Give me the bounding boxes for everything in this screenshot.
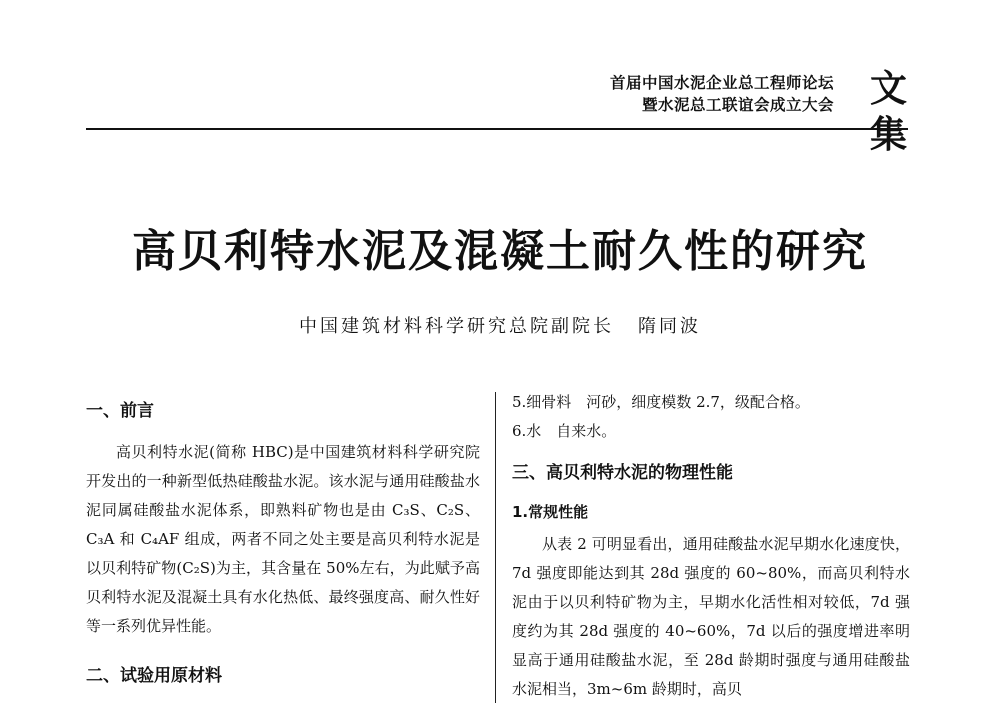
- header-rule: [86, 128, 908, 130]
- header-line-2: 暨水泥总工联谊会成立大会: [641, 96, 834, 114]
- intro-paragraph: 高贝利特水泥(简称 HBC)是中国建筑材料科学研究院开发出的一种新型低热硅酸盐水泥。该水泥与通用硅酸盐水泥同属硅酸盐水泥体系，即熟料矿物也是由 C₃S、C₂S、C₃A 和 C₄AF 组成，两者不同之处主要是高贝利特水泥是以贝利特矿物(C₂S)为主，其含量在 50%左右，为此赋予高贝利特水泥及混凝土具有水化热低、最终强度高、耐久性好等一系列优异性能。: [86, 443, 480, 635]
- conventional-paragraph: 从表 2 可明显看出，通用硅酸盐水泥早期水化速度快，7d 强度即能达到其 28d 强度的 60~80%，而高贝利特水泥由于以贝利特矿物为主，早期水化活性相对较低，7d 强度约为其 28d 强度的 40~60%，7d 以后的强度增进率明显高于通用硅酸盐水泥，至 28d 龄期时强度与通用硅酸盐水泥相当，3m~6m 龄期时，高贝: [512, 535, 910, 698]
- paper-title: 高贝利特水泥及混凝土耐久性的研究: [132, 226, 868, 277]
- header-line-1: 首届中国水泥企业总工程师论坛: [609, 74, 834, 92]
- section-heading-materials: 二、试验用原材料: [86, 666, 222, 686]
- right-column: [512, 388, 910, 704]
- author-affiliation: 中国建筑材料科学研究总院副院长: [299, 316, 614, 337]
- subsection-heading-conventional: 1.常规性能: [512, 503, 589, 521]
- header-subtitle: [584, 72, 834, 116]
- section-heading-physical: 三、高贝利特水泥的物理性能: [512, 463, 733, 483]
- left-column: [86, 398, 480, 689]
- section-heading-intro: 一、前言: [86, 401, 154, 421]
- header-mark: 文集: [870, 67, 908, 156]
- material-item-6: 6.水 自来水。: [512, 422, 617, 440]
- material-item-5: 5.细骨料 河砂，细度模数 2.7，级配合格。: [512, 393, 810, 411]
- byline: [0, 314, 1000, 340]
- author-name: 隋同波: [638, 316, 701, 337]
- column-divider: [495, 392, 496, 703]
